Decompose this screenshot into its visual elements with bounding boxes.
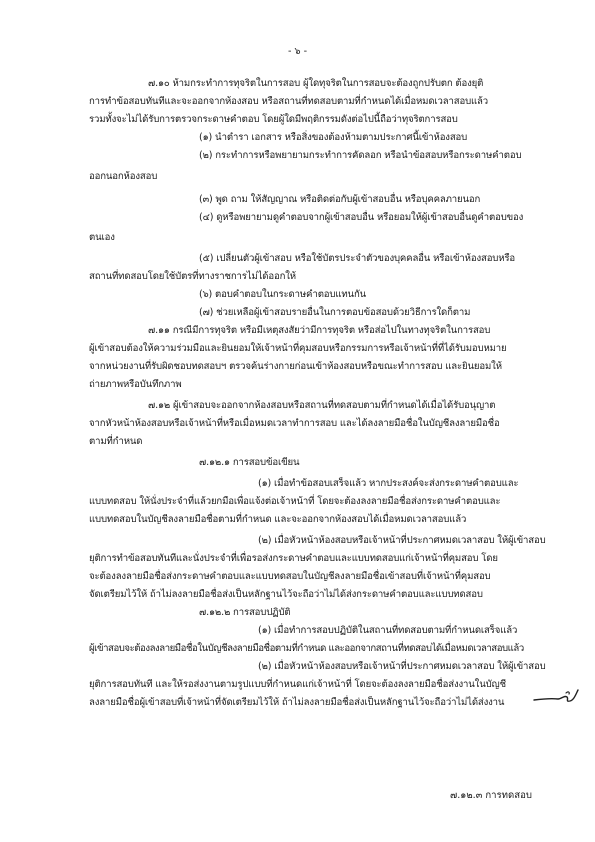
clause-7-10-line-2: การทำข้อสอบทันทีและจะออกจากห้องสอบ หรือสถานที่ทดสอบตามที่กำหนดได้เมื่อหมดเวลาสอบแล้ว <box>89 96 489 107</box>
written-item-2-line-1: (๒) เมื่อหัวหน้าห้องสอบหรือเจ้าหน้าที่ประกาศหมดเวลาสอบ ให้ผู้เข้าสอบ <box>258 535 546 546</box>
item-7: (๗) ช่วยเหลือผู้เข้าสอบรายอื่นในการตอบข้อสอบด้วยวิธีการใดก็ตาม <box>199 307 471 318</box>
clause-7-12-line-1: ๗.๑๒ ผู้เข้าสอบจะออกจากห้องสอบหรือสถานที่ทดสอบตามที่กำหนดได้เมื่อได้รับอนุญาต <box>148 400 496 411</box>
page-number: - ๖ - <box>287 46 308 57</box>
clause-7-11-line-4: ถ่ายภาพหรือบันทึกภาพ <box>89 379 182 390</box>
handwritten-initials-signature <box>532 686 582 708</box>
written-item-2-line-4: จัดเตรียมไว้ให้ ถ้าไม่ลงลายมือชื่อส่งเป็นหลักฐานไว้จะถือว่าไม่ได้ส่งกระดาษคำตอบและแบบทดสอบ <box>89 589 483 600</box>
continuation-footer: ๗.๑๒.๓ การทดสอบ <box>450 790 532 801</box>
written-item-2-line-3: จะต้องลงลายมือชื่อส่งกระดาษคำตอบและแบบทดสอบในบัญชีลงลายมือชื่อเข้าสอบที่เจ้าหน้าที่คุมสอบ <box>89 571 491 582</box>
clause-7-11-line-1: ๗.๑๑ กรณีมีการทุจริต หรือมีเหตุสงสัยว่ามีการทุจริต หรือส่อไปในทางทุจริตในการสอบ <box>148 325 491 336</box>
item-4-line-2: ตนเอง <box>89 232 115 243</box>
item-4-line-1: (๔) ดูหรือพยายามดูคำตอบจากผู้เข้าสอบอื่น หรือยอมให้ผู้เข้าสอบอื่นดูคำตอบของ <box>199 212 524 223</box>
item-3: (๓) พูด ถาม ให้สัญญาณ หรือติดต่อกับผู้เข้าสอบอื่น หรือบุคคลภายนอก <box>199 194 481 205</box>
item-5-line-2: สถานที่ทดสอบโดยใช้บัตรที่ทางราชการไม่ได้ออกให้ <box>89 271 296 282</box>
item-5-line-1: (๕) เปลี่ยนตัวผู้เข้าสอบ หรือใช้บัตรประจำตัวของบุคคลอื่น หรือเข้าห้องสอบหรือ <box>199 253 516 264</box>
practical-item-1-line-1: (๑) เมื่อทำการสอบปฏิบัติในสถานที่ทดสอบตามที่กำหนดเสร็จแล้ว <box>258 625 518 636</box>
written-item-1-line-2: แบบทดสอบ ให้นั่งประจำที่แล้วยกมือเพื่อแจ้งต่อเจ้าหน้าที่ โดยจะต้องลงลายมือชื่อส่งกระดาษคำตอบและ <box>89 496 501 507</box>
clause-7-12-line-3: ตามที่กำหนด <box>89 436 143 447</box>
written-item-1-line-3: แบบทดสอบในบัญชีลงลายมือชื่อตามที่กำหนด และจะออกจากห้องสอบได้เมื่อหมดเวลาสอบแล้ว <box>89 514 467 525</box>
practical-item-1-line-2: ผู้เข้าสอบจะต้องลงลายมือชื่อในบัญชีลงลายมือชื่อตามที่กำหนด และออกจากสถานที่ทดสอบได้เมื่อหมดเวลาสอบแล้ว <box>89 643 524 654</box>
practical-item-2-line-3: ลงลายมือชื่อผู้เข้าสอบที่เจ้าหน้าที่จัดเตรียมไว้ให้ ถ้าไม่ลงลายมือชื่อส่งเป็นหลักฐานไว้จะถือว่าไม่ได้ส่งงาน <box>89 697 505 708</box>
practical-item-2-line-1: (๒) เมื่อหัวหน้าห้องสอบหรือเจ้าหน้าที่ประกาศหมดเวลาสอบ ให้ผู้เข้าสอบ <box>258 661 546 672</box>
item-6: (๖) ตอบคำตอบในกระดาษคำตอบแทนกัน <box>199 289 367 300</box>
item-2-line-1: (๒) กระทำการหรือพยายามกระทำการคัดลอก หรือนำข้อสอบหรือกระดาษคำตอบ <box>199 150 522 161</box>
clause-7-11-line-2: ผู้เข้าสอบต้องให้ความร่วมมือและยินยอมให้เจ้าหน้าที่คุมสอบหรือกรรมการหรือเจ้าหน้าที่ที่ได้รับมอบหมาย <box>89 343 507 354</box>
clause-7-11-line-3: จากหน่วยงานที่รับผิดชอบทดสอบฯ ตรวจค้นร่างกายก่อนเข้าห้องสอบหรือขณะทำการสอบ และยินยอมให้ <box>89 361 502 372</box>
written-item-2-line-2: ยุติการทำข้อสอบทันทีและนั่งประจำที่เพื่อรอส่งกระดาษคำตอบและแบบทดสอบแก่เจ้าหน้าที่คุมสอบ โดย <box>89 553 498 564</box>
clause-7-10-line-3: รวมทั้งจะไม่ได้รับการตรวจกระดาษคำตอบ โดยผู้ใดมีพฤติกรรมดังต่อไปนี้ถือว่าทุจริตการสอบ <box>89 114 458 125</box>
item-1: (๑) นำตำรา เอกสาร หรือสิ่งของต้องห้ามตามประกาศนี้เข้าห้องสอบ <box>199 132 468 143</box>
clause-7-10-line-1: ๗.๑๐ ห้ามกระทำการทุจริตในการสอบ ผู้ใดทุจริตในการสอบจะต้องถูกปรับตก ต้องยุติ <box>148 78 484 89</box>
clause-7-12-line-2: จากหัวหน้าห้องสอบหรือเจ้าหน้าที่หรือเมื่อหมดเวลาทำการสอบ และได้ลงลายมือชื่อในบัญชีลงลายมือชื่อ <box>89 418 500 429</box>
item-2-line-2: ออกนอกห้องสอบ <box>89 171 158 182</box>
written-item-1-line-1: (๑) เมื่อทำข้อสอบเสร็จแล้ว หากประสงค์จะส่งกระดาษคำตอบและ <box>258 478 519 489</box>
subclause-7-12-1-heading: ๗.๑๒.๑ การสอบข้อเขียน <box>199 457 300 468</box>
practical-item-2-line-2: ยุติการสอบทันที และให้รอส่งงานตามรูปแบบที่กำหนดแก่เจ้าหน้าที่ โดยจะต้องลงลายมือชื่อส่งงานในบัญชี <box>89 679 506 690</box>
subclause-7-12-2-heading: ๗.๑๒.๒ การสอบปฏิบัติ <box>199 607 291 618</box>
